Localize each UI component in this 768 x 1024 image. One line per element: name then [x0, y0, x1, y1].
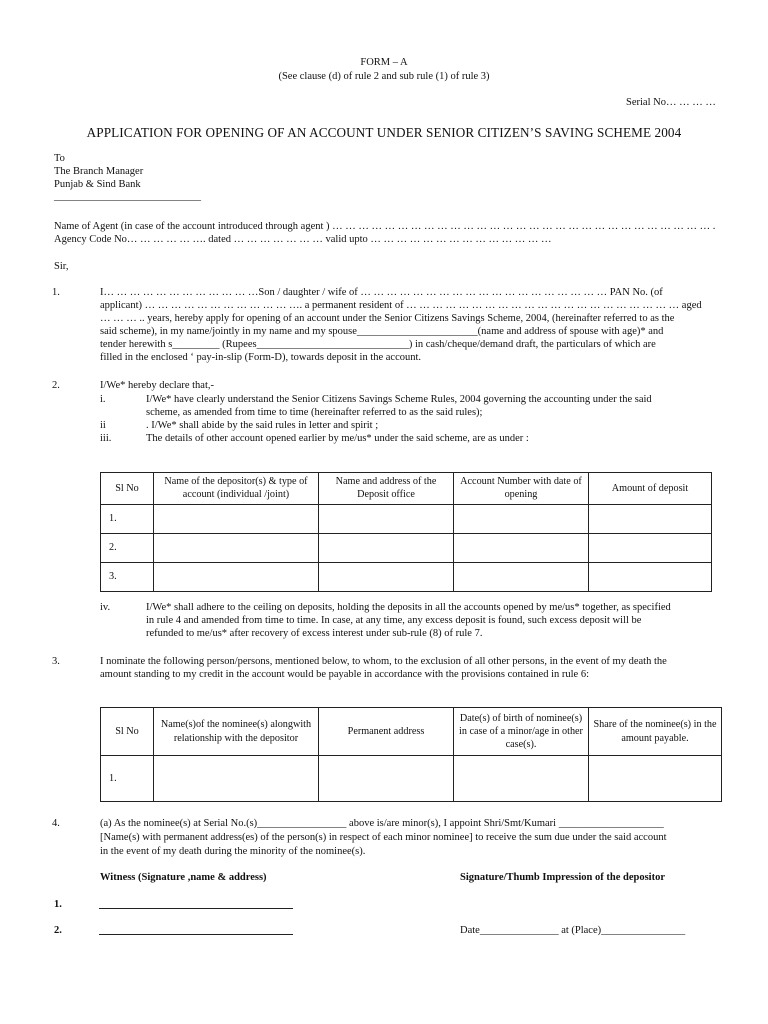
para-2-i-line-2: scheme, as amended from time to time (hereinafter referred to as the said rules);	[146, 407, 483, 418]
para-1-number: 1.	[52, 287, 60, 298]
row-sl-no: 1.	[101, 756, 154, 802]
header-share: Share of the nominee(s) in the amount payable.	[589, 708, 722, 756]
para-4-line-1: (a) As the nominee(s) at Serial No.(s)_________________ above is/are minor(s), I appoint Shri/Smt/Kumari ____________________	[100, 818, 664, 829]
row-cell[interactable]	[589, 533, 712, 562]
row-sl-no: 3.	[101, 562, 154, 591]
nominee-table	[100, 707, 722, 802]
para-3-number: 3.	[52, 656, 60, 667]
row-cell[interactable]	[319, 756, 454, 802]
para-1-line-5: tender herewith s_________ (Rupees_____________________________) in cash/cheque/demand draft, the particulars of which are	[100, 339, 656, 350]
para-2-i-number: i.	[100, 394, 106, 405]
row-sl-no: 2.	[101, 533, 154, 562]
row-cell[interactable]	[154, 533, 319, 562]
row-cell[interactable]	[454, 562, 589, 591]
para-2-intro: I/We* hereby declare that,-	[100, 380, 215, 391]
para-4-number: 4.	[52, 818, 60, 829]
para-2-ii-number: ii	[100, 420, 106, 431]
witness-label: Witness (Signature ,name & address)	[100, 872, 267, 883]
para-2-number: 2.	[52, 380, 60, 391]
para-2-iv-line-3: refunded to me/us* after recovery of excess interest under sub-rule (8) of rule 7.	[146, 628, 483, 639]
address-to: To	[54, 153, 65, 164]
address-rule: ____________________________	[54, 191, 201, 202]
row-sl-no: 1.	[101, 504, 154, 533]
para-2-ii-text: . I/We* shall abide by the said rules in letter and spirit ;	[146, 420, 379, 431]
row-cell[interactable]	[154, 562, 319, 591]
para-2-iv-line-1: I/We* shall adhere to the ceiling on deposits, holding the deposits in all the accounts opened by me/us* together, as specified	[146, 602, 671, 613]
header-amount: Amount of deposit	[589, 473, 712, 505]
witness-2-number: 2.	[54, 925, 62, 936]
date-place-line[interactable]: Date_______________ at (Place)________________	[460, 925, 686, 936]
header-sl-no: Sl No	[101, 473, 154, 505]
salutation: Sir,	[54, 261, 69, 272]
table-row	[101, 533, 712, 562]
table-row	[101, 562, 712, 591]
header-deposit-office: Name and address of the Deposit office	[319, 473, 454, 505]
para-1-line-4: said scheme), in my name/jointly in my name and my spouse_______________________(name and address of spouse with age)* and	[100, 326, 664, 337]
row-cell[interactable]	[154, 504, 319, 533]
para-2-iv-number: iv.	[100, 602, 111, 613]
table-row	[101, 504, 712, 533]
row-cell[interactable]	[454, 533, 589, 562]
para-2-iii-text: The details of other account opened earlier by me/us* under the said scheme, are as under :	[146, 433, 529, 444]
address-line-2: Punjab & Sind Bank	[54, 179, 141, 190]
witness-2-signature-line[interactable]	[99, 934, 293, 935]
form-label: FORM – A	[360, 57, 408, 68]
header-sl-no: Sl No	[101, 708, 154, 756]
row-cell[interactable]	[589, 504, 712, 533]
para-2-i-line-1: I/We* have clearly understand the Senior Citizens Savings Scheme Rules, 2004 governing the accounting under the said	[146, 394, 652, 405]
agent-name-line: Name of Agent (in case of the account introduced through agent ) … … … … … … … … … … … … … … … … … … … … … … … … … … … … … .	[54, 221, 716, 232]
para-1-line-3: … … … .. years, hereby apply for opening of an account under the Senior Citizens Savings Scheme, 2004, (hereinafter referred to as the	[100, 313, 675, 324]
serial-number: Serial No… … … …	[626, 97, 716, 108]
para-1-line-1: I… … … … … … … … … … … …Son / daughter / wife of … … … … … … … … … … … … … … … … … … … PAN No. (of	[100, 287, 663, 298]
row-cell[interactable]	[454, 756, 589, 802]
row-cell[interactable]	[319, 562, 454, 591]
depositor-signature-label: Signature/Thumb Impression of the depositor	[460, 872, 665, 883]
table-row	[101, 756, 722, 802]
header-permanent-address: Permanent address	[319, 708, 454, 756]
header-account-number: Account Number with date of opening	[454, 473, 589, 505]
header-depositor-name: Name of the depositor(s) & type of account (individual /joint)	[154, 473, 319, 505]
para-2-iii-number: iii.	[100, 433, 112, 444]
row-cell[interactable]	[454, 504, 589, 533]
row-cell[interactable]	[319, 504, 454, 533]
accounts-table-header	[101, 473, 712, 505]
para-2-iv-line-2: in rule 4 and amended from time to time. In case, at any time, any excess deposit is found, such excess deposit will be	[146, 615, 642, 626]
header-date-of-birth: Date(s) of birth of nominee(s) in case of a minor/age in other case(s).	[454, 708, 589, 756]
form-clause: (See clause (d) of rule 2 and sub rule (1) of rule 3)	[278, 71, 490, 82]
page-title: APPLICATION FOR OPENING OF AN ACCOUNT UNDER SENIOR CITIZEN’S SAVING SCHEME 2004	[86, 125, 682, 140]
para-4-line-3: in the event of my death during the minority of the nominee(s).	[100, 846, 366, 857]
nominee-table-header	[101, 708, 722, 756]
witness-1-number: 1.	[54, 899, 62, 910]
accounts-table	[100, 472, 712, 592]
header-nominee-name: Name(s)of the nominee(s) alongwith relationship with the depositor	[154, 708, 319, 756]
para-1-line-6: filled in the enclosed ‘ pay-in-slip (Form-D), towards deposit in the account.	[100, 352, 422, 363]
agency-code-line: Agency Code No… … … … … …. dated … … … … … … … valid upto … … … … … … … … … … … … … …	[54, 234, 552, 245]
row-cell[interactable]	[319, 533, 454, 562]
row-cell[interactable]	[589, 756, 722, 802]
witness-1-signature-line[interactable]	[99, 908, 293, 909]
para-1-line-2: applicant) … … … … … … … … … … … …. a permanent resident of … … … … … … … … … … … … … … … … … … … … … aged	[100, 300, 702, 311]
row-cell[interactable]	[589, 562, 712, 591]
para-3-line-1: I nominate the following person/persons, mentioned below, to whom, to the exclusion of all other persons, in the event of my death the	[100, 656, 667, 667]
para-3-line-2: amount standing to my credit in the account would be payable in accordance with the provisions contained in rule 6:	[100, 669, 589, 680]
address-line-1: The Branch Manager	[54, 166, 144, 177]
para-4-line-2: [Name(s) with permanent address(es) of the person(s) in respect of each minor nominee] to receive the sum due under the said account	[100, 832, 667, 843]
row-cell[interactable]	[154, 756, 319, 802]
